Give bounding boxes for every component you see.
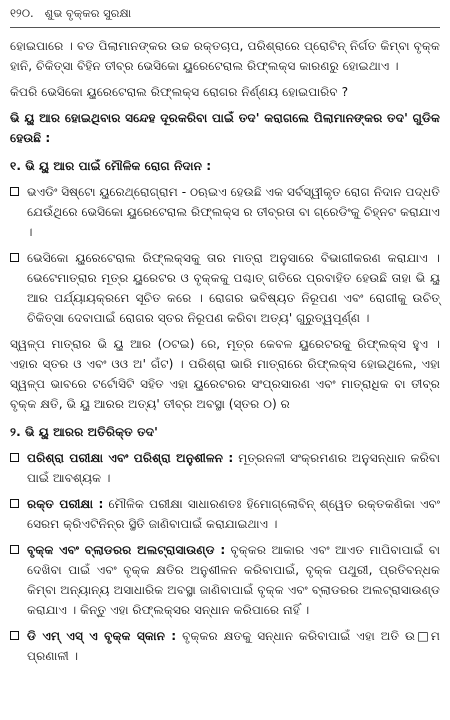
header-rule (10, 27, 440, 28)
checkbox-bullet-icon (10, 545, 19, 554)
section2-bullet (10, 494, 440, 534)
bullet-text (27, 448, 440, 488)
bullet-body: ବୃକ୍କର ଆକାର ଏବଂ ଆଏତ ମାପିବାପାଇଁ ବା ଦେଖିବା ପାଇଁ ଏବଂ ବୃକ୍କ କ୍ଷତିର ଅନୁଶୀଳନ କରିବାପାଇଁ, ବୃକ୍କ ପଥୁରୀ, ପ୍ରତିବନ୍ଧକ କିମ୍ବା ଅନ୍ୟାନ୍ୟ ଅସାଧାରିକ ଅବସ୍ଥା ଜାଣିବାପାଇଁ ବୃକ୍କ ଏବଂ ବ୍ଲାଡରର ଅଲଟ୍ରାସାଉଣ୍ଡ କରାଯାଏ । କିନ୍ତୁ ଏହା ରିଫ୍ଲକ୍ସର ସନ୍ଧାନ କରିପାରେ ନାହିଁ । (27, 543, 440, 617)
section1-bullet (10, 248, 440, 328)
bullet-body: ବୃକ୍କର କ୍ଷତକୁ ସନ୍ଧାନ କରିବାପାଇଁ ଏହା ଅତି ଉ□ମ ପ୍ରଣାଳୀ । (27, 629, 440, 663)
intro-paragraph: ହୋଇପାରେ । ବଡ ପିଲାମାନଙ୍କର ଉଚ୍ଚ ରକ୍ତଚାପ, ପରିଶ୍ରାରେ ପ୍ରୋଟିନ୍ ନିର୍ଗତ କିମ୍ବା ବୃକ୍କ ହାନି, ଚିକିତ୍ସା ବିହିନ ତୀବ୍ର ଭେସିକୋ ୟୁରେଟେରାଲ ରିଫ୍ଲକ୍ସ କାରଣରୁ ହୋଇଥାଏ । (10, 39, 440, 73)
checkbox-bullet-icon (10, 631, 19, 640)
bullet-term: ଡି ଏମ୍ ଏସ୍ ଏ ବୃକ୍କ ସ୍କାନ : (27, 629, 177, 643)
running-head (10, 6, 131, 21)
section2-bullet (10, 540, 440, 620)
checkbox-bullet-icon (10, 453, 19, 462)
section2-bullet (10, 626, 440, 666)
bullet-term: ବୃକ୍କ ଏବଂ ବ୍ଲାଡରର ଅଲଟ୍ରାସାଉଣ୍ଡ : (27, 543, 226, 557)
bullet-term: ରକ୍ତ ପରୀକ୍ଷା : (27, 497, 104, 511)
section1-paragraph: ସ୍ୱଳ୍ପ ମାତ୍ରାର ଭି ୟୁ ଆର (୦ଟଇ) ରେ, ମୂତ୍ର କେବଳ ୟୁରେଟରକୁ ରିଫ୍ଲକ୍ସ ହୁଏ । ଏହାର ସ୍ତର ଓ ଏବଂ ଓଓ ଅ' ଗଁଟ) । ପରିଶ୍ରା ଭାରି ମାତ୍ରାରେ ରିଫ୍ଲକ୍ସ ହୋଇଥିଲେ, ଏହା ସ୍ୱଳ୍ପ ଭାବରେ ଟର୍ଟୋସିଟି ସହିତ ଏହା ୟୁରେଟରର ସଂପ୍ରସାରଣ ଏବଂ ମାତ୍ରାଧିକ ବା ତୀବ୍ର ବୃକ୍କ କ୍ଷତି, ଭି ୟୁ ଆରର ଅତ୍ୟ' ତୀବ୍ର ଅବସ୍ଥା (ସ୍ତର ୦) ର (10, 337, 440, 411)
bullet-text (27, 540, 440, 620)
checkbox-bullet-icon (10, 499, 19, 508)
page-number: ୧୨୦. (10, 6, 34, 20)
checkbox-bullet-icon (10, 253, 19, 262)
section2-heading: ୨. ଭି ୟୁ ଆରର ଅତିରିକ୍ତ ତଦ' (10, 425, 158, 439)
bullet-text: ଭେସିକୋ ୟୁରେଟେରାଲ ରିଫ୍ଲକ୍ସକୁ ତାର ମାତ୍ରା ଅନୁସାରେ ବିଭାଗୀକରଣ କରାଯାଏ । ଭେଟେମାତ୍ରାର ମୂତ୍ର ୟୁରେଟର ଓ ବୃକ୍କକୁ ପଶ୍ଚାତ୍ ଗତିରେ ପ୍ରବାହିତ ହେଉଛି ତାହା ଭି ୟୁ ଆର ପର୍ଯ୍ୟାୟକ୍ରମେ ସୂଚିତ କରେ । ରୋଗର ଭବିଷ୍ୟତ ନିରୂପଣ ଏବଂ ରୋଗୀକୁ ଉଚିତ୍ ଚିକିତ୍ସା ଦେବାପାଇଁ ରୋଗର ସ୍ତର ନିରୂପଣ କରିବା ଅତ୍ୟ' ଗୁରୁତ୍ୱପୂର୍ଣ୍ଣ । (27, 251, 440, 325)
bullet-term: ପରିଶ୍ରା ପରୀକ୍ଷା ଏବଂ ପରିଶ୍ରା ଅନୁଶୀଳନ : (27, 451, 234, 465)
page-content (10, 36, 440, 666)
bullet-body: ମୂତ୍ରନଳୀ ସଂକ୍ରମଣର ଅନୁସନ୍ଧାନ କରିବା ପାଇଁ ଆବଶ୍ୟକ । (27, 451, 440, 485)
bullet-text (27, 626, 440, 666)
question-line: କିପରି ଭେସିକୋ ୟୁରେଟେରାଲ ରିଫ୍ଲକ୍ସ ରୋଗର ନିର୍ଣ୍ଣୟ ହୋଇପାରିବ ? (10, 85, 349, 99)
section1-heading: ୧. ଭି ୟୁ ଆର ପାଇଁ ମୌଳିକ ରୋଗ ନିଦାନ : (10, 159, 212, 173)
bullet-text: ଭଏଡିଂ ସିଷ୍ଟୋ ୟୁରେଥ୍ରୋଗ୍ରାମ - ଠଋଇଏ ହେଉଛି ଏକ ସର୍ବସ୍ୱୀକୃତ ରୋଗ ନିଦାନ ପଦ୍ଧତି ଯେଉଁଥିରେ ଭେସିକୋ ୟୁରେଟେରାଲ ରିଫ୍ଲକ୍ସ ର ତୀବ୍ରତା ବା ଗ୍ରେଡିଂକୁ ଚିହ୍ନଟ କରାଯାଏ । (27, 185, 440, 239)
lead-paragraph: ଭି ୟୁ ଆର ହୋଇଥିବାର ସନ୍ଦେହ ଦୂରକରିବା ପାଇଁ ତଦ' କରାଗଲେ ପିଲାମାନଙ୍କର ତଦ' ଗୁଡିକ ହେଉଛି : (10, 111, 440, 145)
section1-bullet (10, 182, 440, 242)
checkbox-bullet-icon (10, 187, 19, 196)
section2-bullet (10, 448, 440, 488)
bullet-body: ମୌଳିକ ପରୀକ୍ଷା ସାଧାରଣତଃ ହିମୋଗ୍ଲୋବିନ୍ ଶ୍ୱେତ ରକ୍ତକଣିକା ଏବଂ ସେରମ କ୍ରିଏଟିନିନ୍‌ର ସ୍ଥିତି ଜାଣିବାପାଇଁ କରାଯାଇଥାଏ । (27, 497, 440, 531)
bullet-text (27, 494, 440, 534)
book-title: ଶୁଭ ବୃକ୍କର ସୁରକ୍ଷା (44, 6, 132, 20)
